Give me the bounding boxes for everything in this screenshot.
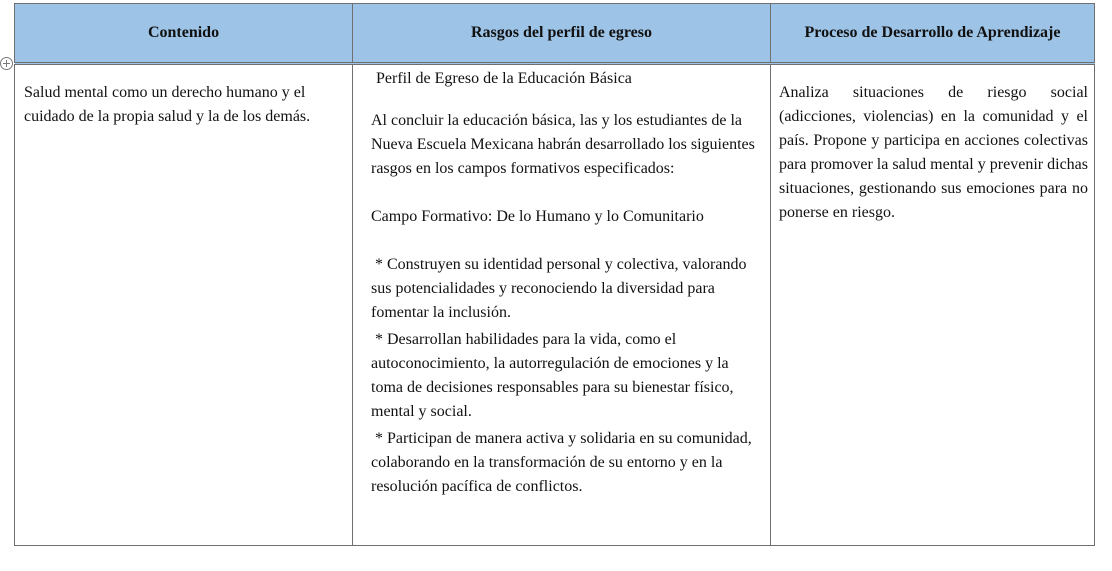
bullet-marker: * xyxy=(375,430,383,447)
formative-field: Campo Formativo: De lo Humano y lo Comunitario xyxy=(371,208,704,225)
process-text: Analiza situaciones de riesgo social (adicciones, violencias) en la comunidad y el país. Propone y participa en acciones colectivas para promover la salud mental y prevenir dichas situaciones, gestionando sus emociones para no ponerse en riesgo. xyxy=(779,84,1088,221)
bullet-marker: * xyxy=(375,331,383,348)
table-move-handle-icon[interactable] xyxy=(0,57,13,70)
profile-cell xyxy=(353,64,771,546)
table-row xyxy=(15,64,1095,546)
header-contenido: Contenido xyxy=(15,4,353,64)
bullet-text: Participan de manera activa y solidaria en su comunidad, colaborando en la transformación de su entorno y en la resolución pacífica de conflictos. xyxy=(371,430,752,495)
header-row xyxy=(15,4,1095,64)
header-rasgos-perfil-egreso: Rasgos del perfil de egreso xyxy=(353,4,771,64)
list-item xyxy=(371,427,762,499)
content-text: Salud mental como un derecho humano y el cuidado de la propia salud y la de los demás. xyxy=(24,84,311,125)
profile-heading: Perfil de Egreso de la Educación Básica xyxy=(376,70,632,87)
curriculum-table xyxy=(14,3,1095,546)
process-cell xyxy=(771,64,1095,546)
list-item xyxy=(371,253,762,325)
profile-intro: Al concluir la educación básica, las y los estudiantes de la Nueva Escuela Mexicana habrán desarrollado los siguientes rasgos en los campos formativos especificados: xyxy=(371,112,755,177)
bullet-marker: * xyxy=(375,256,383,273)
header-proceso-desarrollo: Proceso de Desarrollo de Aprendizaje xyxy=(771,4,1095,64)
bullet-text: Desarrollan habilidades para la vida, como el autoconocimiento, la autorregulación de emociones y la toma de decisiones responsables para su bienestar físico, mental y social. xyxy=(371,331,734,420)
bullet-text: Construyen su identidad personal y colectiva, valorando sus potencialidades y reconociendo la diversidad para fomentar la inclusión. xyxy=(371,256,747,321)
list-item xyxy=(371,328,762,424)
profile-bullet-list xyxy=(371,253,762,499)
content-cell xyxy=(15,64,353,546)
